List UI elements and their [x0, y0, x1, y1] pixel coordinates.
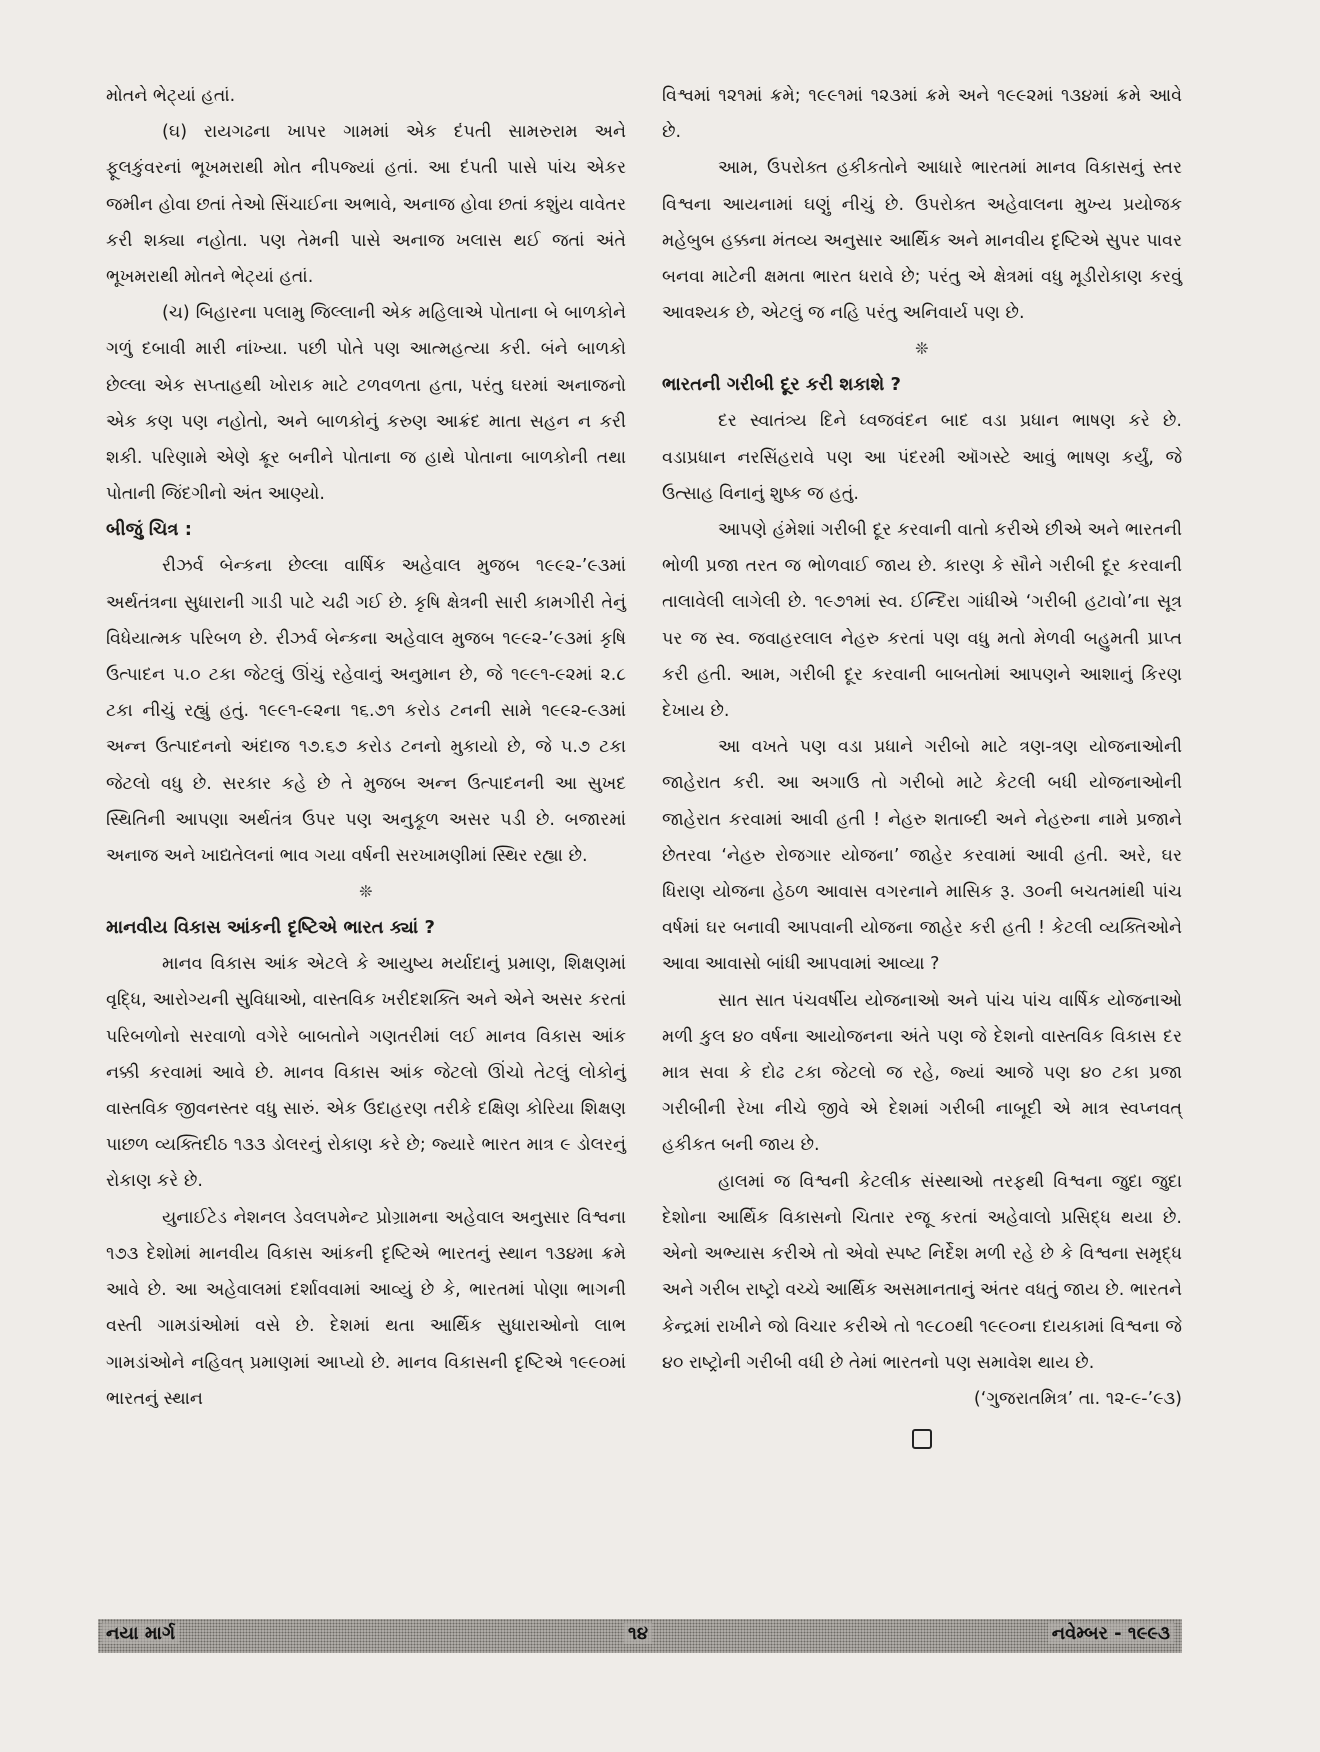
section-heading: માનવીય વિકાસ આંકની દૃષ્ટિએ ભારત ક્યાં ?	[106, 917, 435, 939]
ornament-divider: ❊	[359, 882, 373, 902]
magazine-name: નયા માર્ગ	[102, 1623, 179, 1644]
paragraph: આ વખતે પણ વડા પ્રધાને ગરીબો માટે ત્રણ-ત્રણ યોજનાઓની જાહેરાત કરી. આ અગાઉ તો ગરીબો માટે કેટલી બધી યોજનાઓની જાહેરાત કરવામાં આવી હતી ! નેહરુ શતાબ્દી અને નેહરુના નામે પ્રજાને છેતરવા ‘નેહરુ રોજગાર યોજના’ જાહેર કરવામાં આવી હતી. અરે, ઘર ધિરાણ યોજના હેઠળ આવાસ વગરનાને માસિક રૂ. ૩૦ની બચતમાંથી પાંચ વર્ષમાં ઘર બનાવી આપવાની યોજના જાહેર કરી હતી ! કેટલી વ્યક્તિઓને આવા આવાસો બાંધી આપવામાં આવ્યા ?	[662, 737, 1182, 975]
section-heading: બીજું ચિત્ર :	[106, 519, 192, 541]
paragraph: આમ, ઉપરોક્ત હકીકતોને આધારે ભારતમાં માનવ વિકાસનું સ્તર વિશ્વના આયનામાં ઘણું નીચું છે. ઉપરોક્ત અહેવાલના મુખ્ય પ્રયોજક મહેબુબ હક્કના મંતવ્ય અનુસાર આર્થિક અને માનવીય દૃષ્ટિએ સુપર પાવર બનવા માટેની ક્ષમતા ભારત ધરાવે છે; પરંતુ એ ક્ષેત્રમાં વધુ મૂડીરોકાણ કરવું આવશ્યક છે, એટલું જ નહિ પરંતુ અનિવાર્ય પણ છે.	[662, 158, 1182, 324]
left-column	[106, 78, 626, 1417]
paragraph: વિશ્વમાં ૧૨૧માં ક્રમે; ૧૯૯૧માં ૧૨૩માં ક્રમે અને ૧૯૯૨માં ૧૩૪માં ક્રમે આવે છે.	[662, 86, 1182, 143]
end-mark-box-icon	[912, 1429, 932, 1449]
paragraph: રીઝર્વ બેન્કના છેલ્લા વાર્ષિક અહેવાલ મુજબ ૧૯૯૨-’૯૩માં અર્થતંત્રના સુધારાની ગાડી પાટે ચઢી ગઈ છે. કૃષિ ક્ષેત્રની સારી કામગીરી તેનું વિધેયાત્મક પરિબળ છે. રીઝર્વ બેન્કના અહેવાલ મુજબ ૧૯૯૨-’૯૩માં કૃષિ ઉત્પાદન ૫.૦ ટકા જેટલું ઊંચું રહેવાનું અનુમાન છે, જે ૧૯૯૧-૯૨માં ૨.૮ ટકા નીચું રહ્યું હતું. ૧૯૯૧-૯૨ના ૧૬.૭૧ કરોડ ટનની સામે ૧૯૯૨-૯૩માં અન્ન ઉત્પાદનનો અંદાજ ૧૭.૬૭ કરોડ ટનનો મુકાયો છે, જે ૫.૭ ટકા જેટલો વધુ છે. સરકાર કહે છે તે મુજબ અન્ન ઉત્પાદનની આ સુખદ સ્થિતિની આપણા અર્થતંત્ર ઉપર પણ અનુકૂળ અસર પડી છે. બજારમાં અનાજ અને ખાદ્યતેલનાં ભાવ ગયા વર્ષની સરખામણીમાં સ્થિર રહ્યા છે.	[106, 556, 626, 867]
ornament-divider: ❊	[915, 339, 929, 359]
paragraph: દર સ્વાતંત્ર્ય દિને ધ્વજવંદન બાદ વડા પ્રધાન ભાષણ કરે છે. વડાપ્રધાન નરસિંહરાવે પણ આ પંદરમી ઑગસ્ટે આવું ભાષણ કર્યું, જે ઉત્સાહ વિનાનું શુષ્ક જ હતું.	[662, 411, 1182, 504]
right-column	[662, 78, 1182, 1449]
section-heading: ભારતની ગરીબી દૂર કરી શકાશે ?	[662, 374, 901, 396]
paragraph: (ઘ) રાયગઢના ખાપર ગામમાં એક દંપતી સામરુરામ અને ફૂલકુંવરનાં ભૂખમરાથી મોત નીપજ્યાં હતાં. આ દંપતી પાસે પાંચ એકર જમીન હોવા છતાં તેઓ સિંચાઈના અભાવે, અનાજ હોવા છતાં કશુંય વાવેતર કરી શક્યા નહોતા. પણ તેમની પાસે અનાજ ખલાસ થઈ જતાં અંતે ભૂખમરાથી મોતને ભેટ્યાં હતાં.	[106, 122, 626, 288]
paragraph: આપણે હંમેશાં ગરીબી દૂર કરવાની વાતો કરીએ છીએ અને ભારતની ભોળી પ્રજા તરત જ ભોળવાઈ જાય છે. કારણ કે સૌને ગરીબી દૂર કરવાની તાલાવેલી લાગેલી છે. ૧૯૭૧માં સ્વ. ઈન્દિરા ગાંધીએ ‘ગરીબી હટાવો’ના સૂત્ર પર જ સ્વ. જવાહરલાલ નેહરુ કરતાં પણ વધુ મતો મેળવી બહુમતી પ્રાપ્ત કરી હતી. આમ, ગરીબી દૂર કરવાની બાબતોમાં આપણને આશાનું કિરણ દેખાય છે.	[662, 520, 1182, 722]
source-citation: (‘ગુજરાતમિત્ર’ તા. ૧૨-૯-’૯૩)	[973, 1388, 1182, 1409]
paragraph: યુનાઈટેડ નેશનલ ડેવલપમેન્ટ પ્રોગ્રામના અહેવાલ અનુસાર વિશ્વના ૧૭૩ દેશોમાં માનવીય વિકાસ આંકની દૃષ્ટિએ ભારતનું સ્થાન ૧૩૪મા ક્રમે આવે છે. આ અહેવાલમાં દર્શાવવામાં આવ્યું છે કે, ભારતમાં પોણા ભાગની વસ્તી ગામડાંઓમાં વસે છે. દેશમાં થતા આર્થિક સુધારાઓનો લાભ ગામડાંઓને નહિવત્ પ્રમાણમાં આપ્યો છે. માનવ વિકાસની દૃષ્ટિએ ૧૯૯૦માં ભારતનું સ્થાન	[106, 1207, 626, 1409]
page-footer	[98, 1619, 1182, 1653]
paragraph: સાત સાત પંચવર્ષીય યોજનાઓ અને પાંચ પાંચ વાર્ષિક યોજનાઓ મળી કુલ ૪૦ વર્ષના આયોજનના અંતે પણ જે દેશનો વાસ્તવિક વિકાસ દર માત્ર સવા કે દોઢ ટકા જેટલો જ રહે, જ્યાં આજે પણ ૪૦ ટકા પ્રજા ગરીબીની રેખા નીચે જીવે એ દેશમાં ગરીબી નાબૂદી એ માત્ર સ્વપ્નવત્ હકીકત બની જાય છે.	[662, 990, 1182, 1156]
paragraph: (ચ) બિહારના પલામુ જિલ્લાની એક મહિલાએ પોતાના બે બાળકોને ગળું દબાવી મારી નાંખ્યા. પછી પોતે પણ આત્મહત્યા કરી. બંને બાળકો છેલ્લા એક સપ્તાહથી ખોરાક માટે ટળવળતા હતા, પરંતુ ઘરમાં અનાજનો એક કણ પણ નહોતો, અને બાળકોનું કરુણ આક્રંદ માતા સહન ન કરી શકી. પરિણામે એણે ક્રૂર બનીને પોતાના જ હાથે પોતાના બાળકોની તથા પોતાની જિંદગીનો અંત આણ્યો.	[106, 303, 626, 505]
page-number: ૧૪	[624, 1623, 652, 1644]
paragraph: હાલમાં જ વિશ્વની કેટલીક સંસ્થાઓ તરફથી વિશ્વના જુદા જુદા દેશોના આર્થિક વિકાસનો ચિતાર રજૂ કરતાં અહેવાલો પ્રસિદ્ધ થયા છે. એનો અભ્યાસ કરીએ તો એવો સ્પષ્ટ નિર્દેશ મળી રહે છે કે વિશ્વના સમૃદ્ધ અને ગરીબ રાષ્ટ્રો વચ્ચે આર્થિક અસમાનતાનું અંતર વધતું જાય છે. ભારતને કેન્દ્રમાં રાખીને જો વિચાર કરીએ તો ૧૯૮૦થી ૧૯૯૦ના દાયકામાં વિશ્વના જે ૪૦ રાષ્ટ્રોની ગરીબી વધી છે તેમાં ભારતનો પણ સમાવેશ થાય છે.	[662, 1171, 1182, 1373]
issue-date: નવેમ્બર - ૧૯૯૩	[1048, 1623, 1174, 1644]
paragraph: મોતને ભેટ્યાં હતાં.	[106, 86, 236, 106]
paragraph: માનવ વિકાસ આંક એટલે કે આયુષ્ય મર્યાદાનું પ્રમાણ, શિક્ષણમાં વૃદ્ધિ, આરોગ્યની સુવિધાઓ, વાસ્તવિક ખરીદશક્તિ અને એને અસર કરતાં પરિબળોનો સરવાળો વગેરે બાબતોને ગણતરીમાં લઈ માનવ વિકાસ આંક નક્કી કરવામાં આવે છે. માનવ વિકાસ આંક જેટલો ઊંચો તેટલું લોકોનું વાસ્તવિક જીવનસ્તર વધુ સારું. એક ઉદાહરણ તરીકે દક્ષિણ કોરિયા શિક્ષણ પાછળ વ્યક્તિદીઠ ૧૩૩ ડોલરનું રોકાણ કરે છે; જ્યારે ભારત માત્ર ૯ ડોલરનું રોકાણ કરે છે.	[106, 954, 626, 1192]
